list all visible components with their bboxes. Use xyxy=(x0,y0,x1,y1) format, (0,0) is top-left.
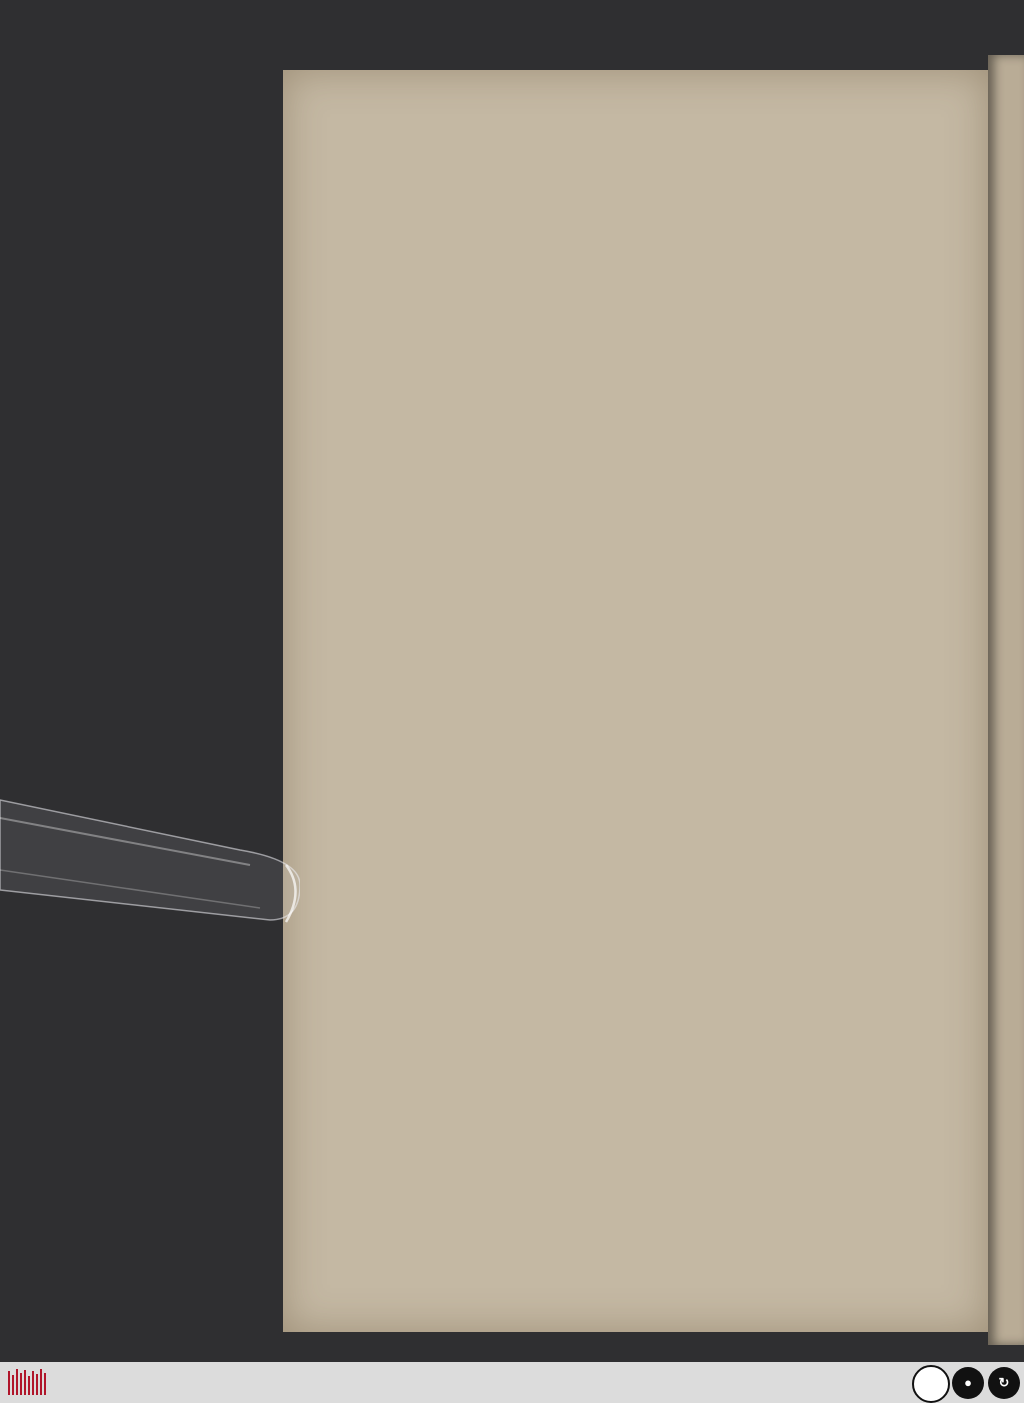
page-header xyxy=(363,130,963,170)
hab-logo-icon[interactable] xyxy=(6,1367,48,1399)
glass-plate-reflection xyxy=(0,770,300,950)
next-page-edge xyxy=(988,55,1024,1345)
by-attribution-icon[interactable]: ● xyxy=(952,1367,984,1399)
cc-license-icon[interactable] xyxy=(912,1365,950,1403)
footer-bar xyxy=(0,1362,1024,1403)
book-page xyxy=(283,70,988,1332)
sa-share-alike-icon[interactable]: ↻ xyxy=(988,1367,1020,1399)
